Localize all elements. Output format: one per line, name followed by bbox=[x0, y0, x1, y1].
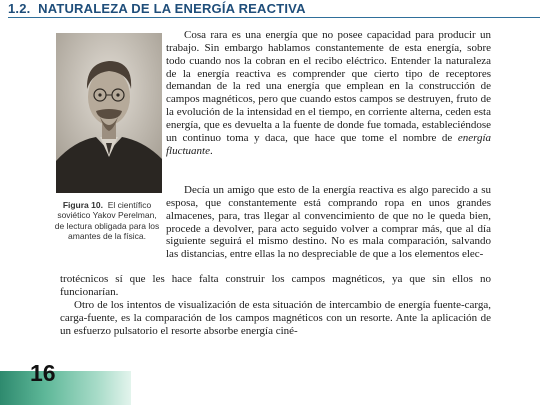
paragraph-1-text: Cosa rara es una energía que no posee capacidad para producir un trabajo. Sin embargo hablamos constantemente de esta energía, sobre todo cuando nos la cobran en el recibo eléctrico. Entender la naturaleza de la energía reactiva es comprender que cierto tipo de receptores demandan de la red una energía que emplean en la construcción de campos magnéticos, pero que cuando estos campos se destruyen, fruto de la evolución de la intensidad en el tiempo, en corriente alterna, ceden esta energía, que es devuelta a la fuente de donde fue tomada, estableciéndose un continuo toma y daca, que hace que tome el nombre de bbox=[166, 29, 491, 144]
paragraph-1-italic-term: energía fluctuante bbox=[166, 131, 492, 157]
page-number-band bbox=[0, 371, 131, 405]
page-number: 16 bbox=[30, 360, 56, 386]
figure-caption bbox=[52, 200, 162, 241]
section-title: NATURALEZA DE LA ENERGÍA REACTIVA bbox=[38, 1, 306, 16]
figure-label: Figura 10. bbox=[62, 200, 103, 210]
paragraph-2-continuation: trotécnicos sí que les hace falta construir los campos magnéticos, ya que sin ellos no funcionarían. bbox=[60, 273, 491, 298]
portrait-photo bbox=[56, 33, 162, 193]
paragraph-3: Otro de los intentos de visualización de esta situación de intercambio de energía fuente-carga, carga-fuente, es la comparación de los campos magnéticos con un resorte. Ante la aplicación de un esfuerzo pulsatorio el resorte absorbe energía ciné- bbox=[60, 299, 491, 337]
heading-rule bbox=[8, 17, 540, 18]
section-heading bbox=[8, 1, 538, 16]
section-number: 1.2. bbox=[8, 1, 31, 16]
figure-caption-text: El científico soviético Yakov Perelman, de lectura obligada para los amantes de la física. bbox=[54, 200, 160, 241]
paragraph-1 bbox=[166, 29, 491, 157]
paragraph-2: Decía un amigo que esto de la energía reactiva es algo parecido a su esposa, que constantemente está comprando ropa en unos grandes almacenes, para, tras llegar al convencimiento de que no le queda bien, procede a devolver, para acto seguido volver a comprar más, que al día siguiente seguirá el mismo destino. No es mala comparación, salvando las distancias, entre ellas la no despreciable de que a los elementos elec- bbox=[166, 184, 491, 261]
paragraph-1-end: . bbox=[210, 144, 213, 157]
